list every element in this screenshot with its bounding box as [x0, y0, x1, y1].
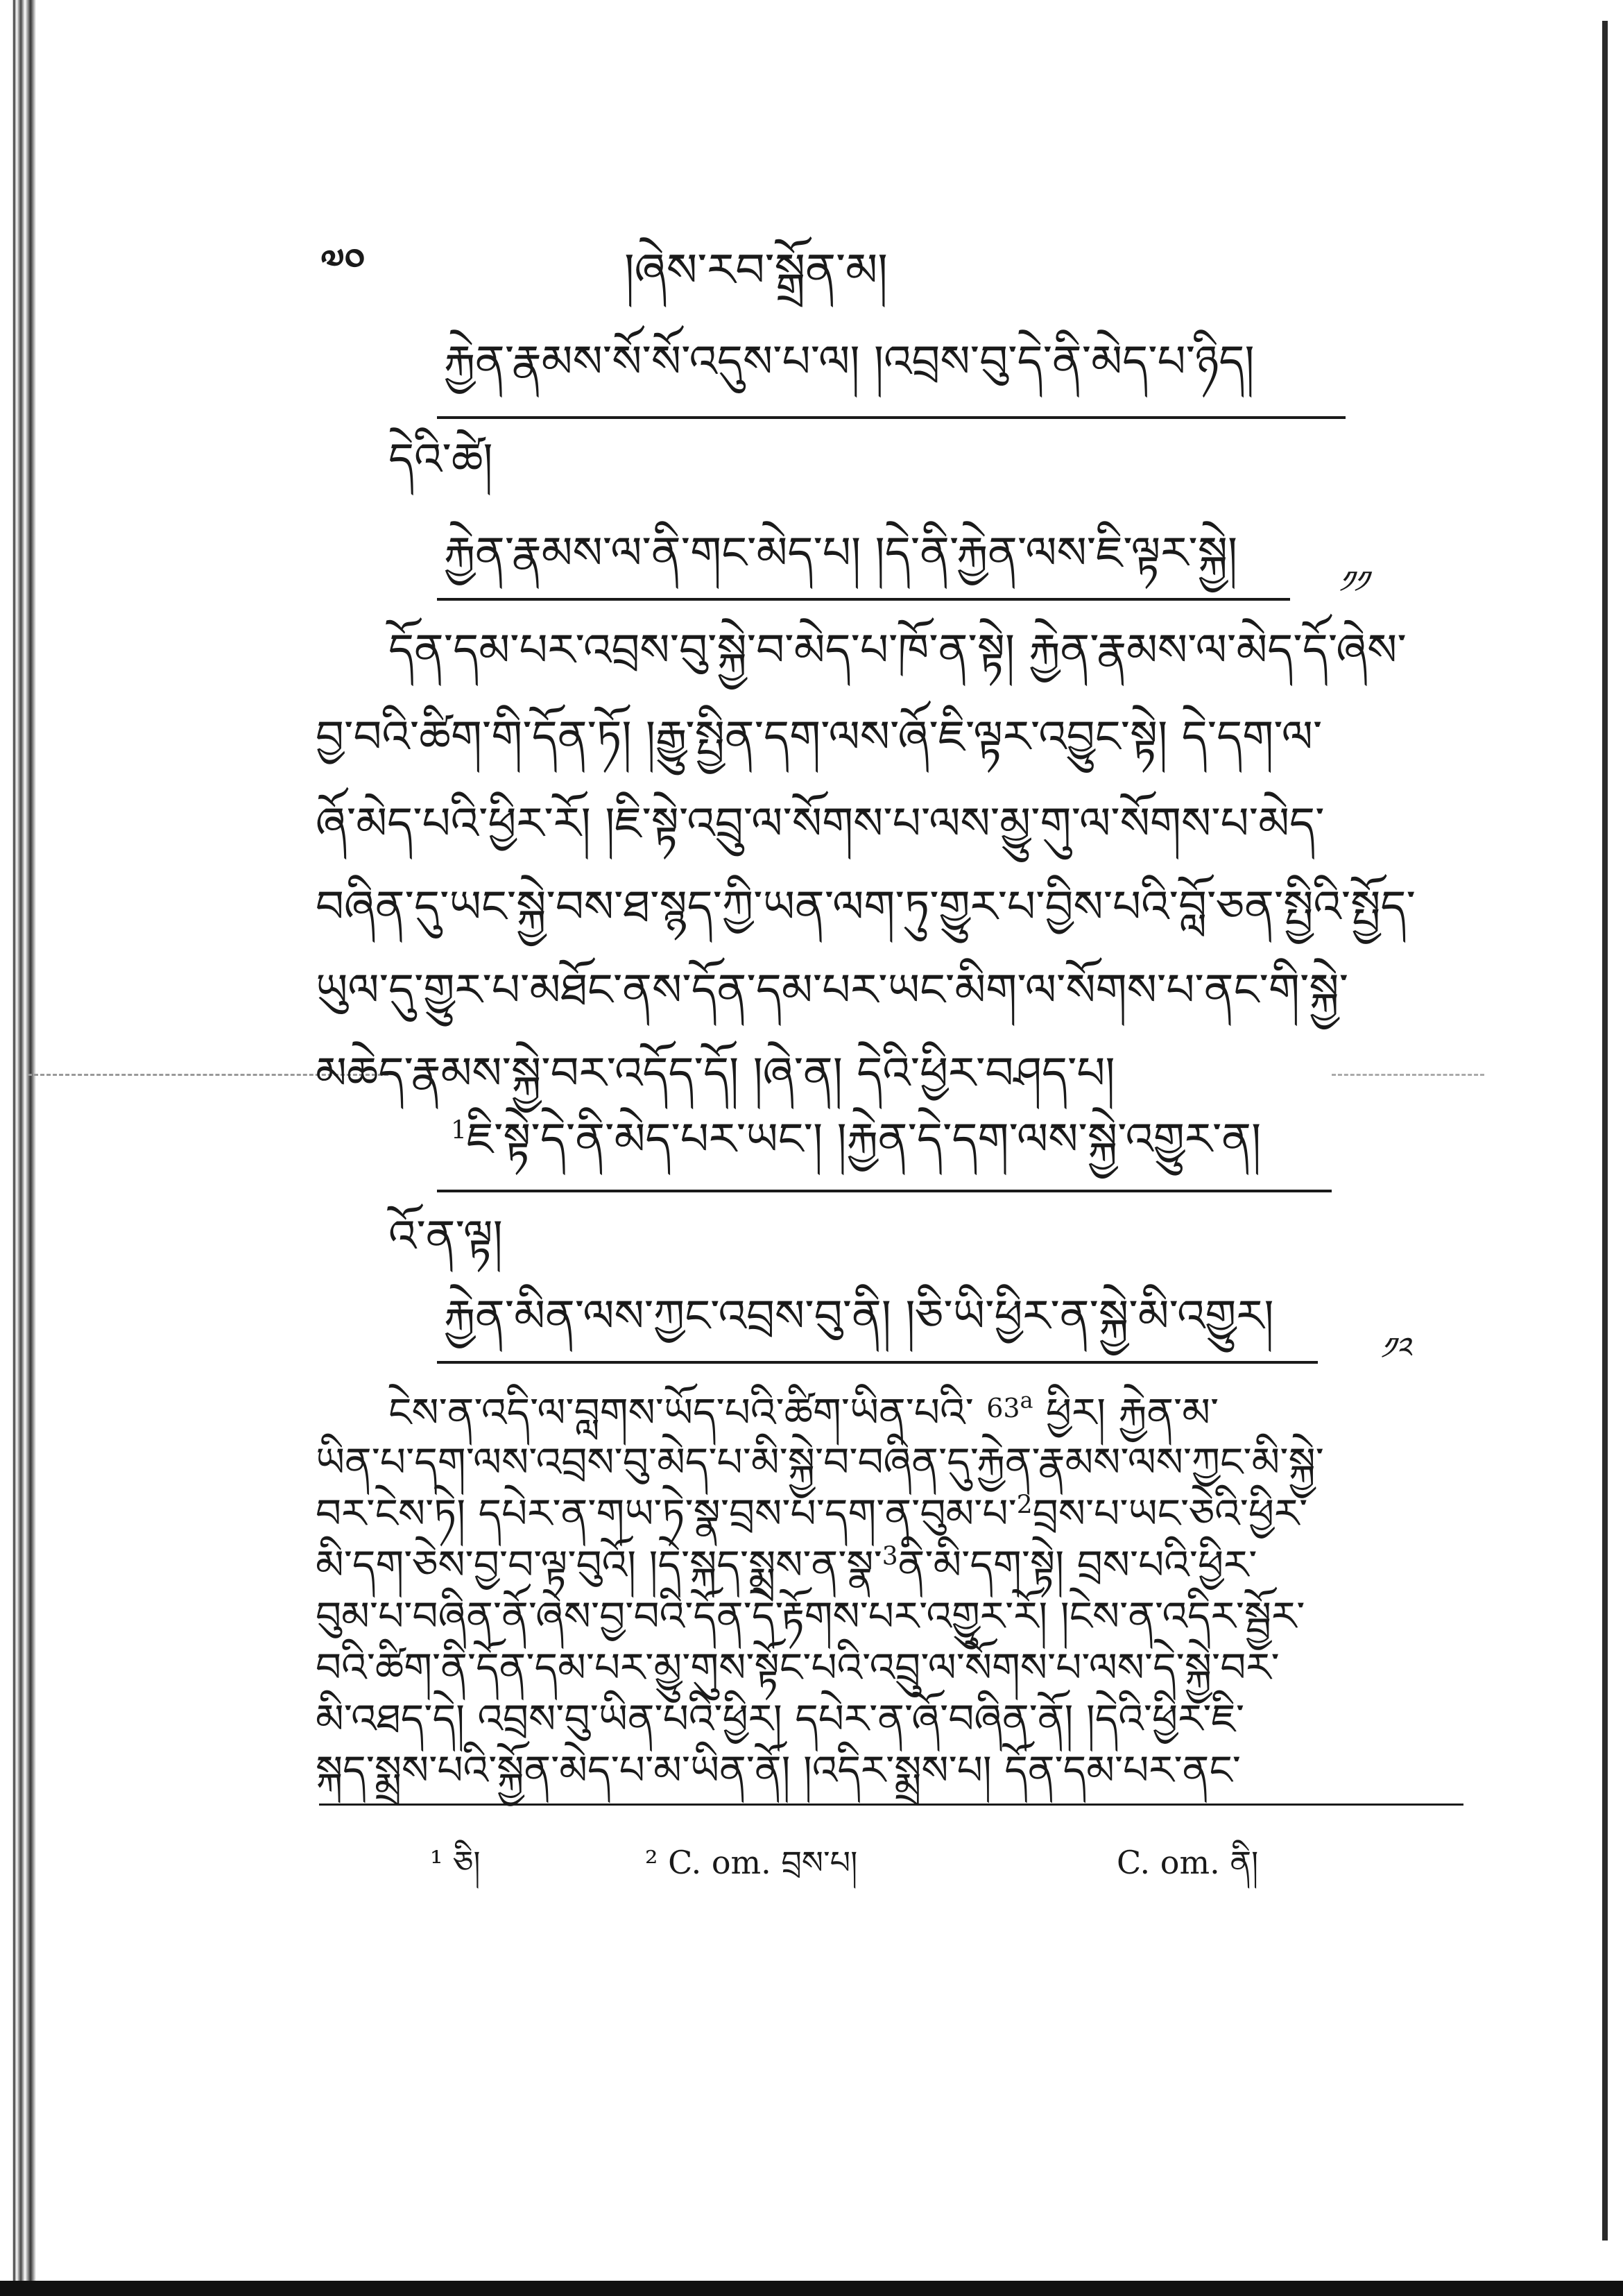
- paragraph-line: ཞོ་མེད་པའི་ཕྱིར་རོ། །ཇི་སྟེ་འབྲུ་ལ་སོགས་པ་ལས་མྱུ་གུ་ལ་སོགས་པ་མེད་: [316, 798, 1325, 850]
- paragraph-line: ཡུལ་དུ་གྱུར་པ་མཐོང་ནས་དོན་དམ་པར་ཡང་མིག་ལ་སོགས་པ་ནང་གི་སྐྱེ་: [316, 965, 1349, 1016]
- running-head: །ཞེས་རབ་སྒྲོན་མ།: [624, 243, 888, 297]
- footnote-marker: 1: [451, 1116, 467, 1145]
- paragraph-line: མཆེད་རྣམས་སྐྱེ་བར་འདོད་དོ། །ཞེ་ན། དེའི་ཕྱིར་བཤད་པ།: [316, 1048, 1115, 1099]
- paragraph-line: དོན་དམ་པར་འབྲས་བུ་སྐྱེ་བ་མེད་པ་ཁོ་ན་སྟེ། རྐྱེན་རྣམས་ལ་མེད་དོ་ཞེས་: [388, 625, 1407, 676]
- paragraph-line: [316, 1490, 1307, 1539]
- footnote-marker: 3: [882, 1542, 898, 1571]
- verse-2: རྐྱེན་རྣམས་ལ་ནི་གང་མེད་པ། །དེ་ནི་རྐྱེན་ལས་ཇི་ལྟར་སྐྱེ།: [444, 528, 1238, 579]
- folio-number: 63: [986, 1392, 1020, 1423]
- scan-bottom-border: [0, 2281, 1623, 2296]
- fold-mark-right: [1332, 1074, 1484, 1076]
- page-number: ༧༠: [320, 240, 366, 284]
- paragraph-line-text: མི་དག་ཅེས་བྱ་བ་ལྟ་བུའོ། །དེ་སྐད་སྨྲས་ན་སྣ་: [316, 1541, 882, 1588]
- paragraph-line: ཡིན་པ་དག་ལས་འབྲས་བུ་མེད་པ་མི་སྐྱེ་བ་བཞིན་དུ་རྐྱེན་རྣམས་ལས་ཀྱང་མི་སྐྱེ་: [316, 1439, 1324, 1486]
- verse-1-rule: [437, 416, 1346, 419]
- verse-4-rule: [437, 1361, 1318, 1364]
- verse-3-text: ཇི་སྟེ་དེ་ནི་མེད་པར་ཡང་། །རྐྱེན་དེ་དག་ལས་སྐྱེ་འགྱུར་ན།: [466, 1114, 1262, 1165]
- verse-1: རྐྱེན་རྣམས་སོ་སོ་འདུས་པ་ལ། །འབྲས་བུ་དེ་ནི་མེད་པ་ཉིད།: [444, 336, 1255, 388]
- verse-3-rule: [437, 1190, 1332, 1192]
- body-line: དེའི་ཚེ།: [388, 434, 493, 486]
- paragraph-line: [388, 1387, 1219, 1437]
- paragraph-line: [316, 1541, 1257, 1590]
- paragraph-line: སྐད་སྨྲས་པའི་སྐྱོན་མེད་པ་མ་ཡིན་ནོ། །འདིར་སྨྲས་པ། དོན་དམ་པར་ནང་: [316, 1747, 1241, 1794]
- verse-number: ༡༢: [1380, 1331, 1411, 1367]
- paragraph-line: བཞིན་དུ་ཡང་སྐྱེ་བས་ཐ་སྙད་ཀྱི་ཡན་ལག་ཏུ་གྱུར་པ་བྱིས་པའི་བློ་ཅན་སྤྱིའི་སྤྱོད་: [316, 882, 1416, 933]
- paragraph-line-tail: ནི་མི་དག་སྟེ། བྲས་པའི་ཕྱིར་: [898, 1541, 1257, 1588]
- footnote-3: C. om. ནི།: [1117, 1844, 1259, 1881]
- footnote-marker: 2: [1016, 1491, 1033, 1520]
- verse-4: རྐྱེན་མིན་ལས་ཀྱང་འབྲས་བུ་ནི། །ཅི་ཡི་ཕྱིར་ན་སྐྱེ་མི་འགྱུར།: [444, 1291, 1274, 1342]
- verse-number: ༡༡: [1339, 565, 1368, 600]
- folio-side: a: [1020, 1388, 1033, 1413]
- binding-edge: [0, 0, 40, 2296]
- paragraph-line-text: ངེས་ན་འདི་ལ་བླགས་ཡོད་པའི་ཚིག་ཡིན་པའི་: [388, 1389, 974, 1437]
- page-edge-right: [1602, 21, 1608, 2241]
- body-line: འོ་ན་ལྟ།: [388, 1211, 503, 1262]
- paragraph-line-tail: བྲས་པ་ཡང་ཅེའི་ཕྱིར་: [1032, 1490, 1308, 1537]
- footnote-rule: [319, 1804, 1463, 1806]
- folio-reference: [986, 1388, 1033, 1423]
- paragraph-line: བུམ་པ་བཞིན་ནོ་ཞེས་བྱ་བའི་དོན་དེ་རྟོགས་པར་འགྱུར་རོ། །ངེས་ན་འདིར་སྦྱོར་: [316, 1593, 1305, 1640]
- paragraph-line: བྱ་བའི་ཚིག་གི་དོན་ཏོ། །རྒྱུ་སྤྱིན་དག་ལས་ཞོ་ཇི་ལྟར་འབྱུང་སྟེ། དེ་དག་ལ་: [316, 712, 1323, 763]
- verse-2-rule: [437, 598, 1290, 601]
- footnote-1: ¹ ཅི།: [430, 1844, 481, 1881]
- paragraph-line: མི་འཐད་དེ། འབྲས་བུ་ཡིན་པའི་ཕྱིར། དཔེར་ན་ཞོ་བཞིན་ནོ། །དེའི་ཕྱིར་ཇི་: [316, 1695, 1245, 1742]
- footnote-2: ² C. om. བྲས་པ།: [645, 1844, 858, 1881]
- paragraph-line-text: བར་ངེས་ཏེ། དཔེར་ན་གཡ་ཏེ་སྣ་བྲས་པ་དག་ན་བུམ་པ་: [316, 1490, 1017, 1537]
- paragraph-line: བའི་ཚིག་ནི་དོན་དམ་པར་མྱུ་གུས་སྟོང་པའི་འབྲུ་ལ་སོགས་པ་ལས་དེ་སྐྱེ་བར་: [316, 1644, 1280, 1691]
- verse-3: [451, 1113, 1261, 1167]
- paragraph-line-tail: ཕྱིར། རྐྱེན་མ་: [1045, 1389, 1219, 1437]
